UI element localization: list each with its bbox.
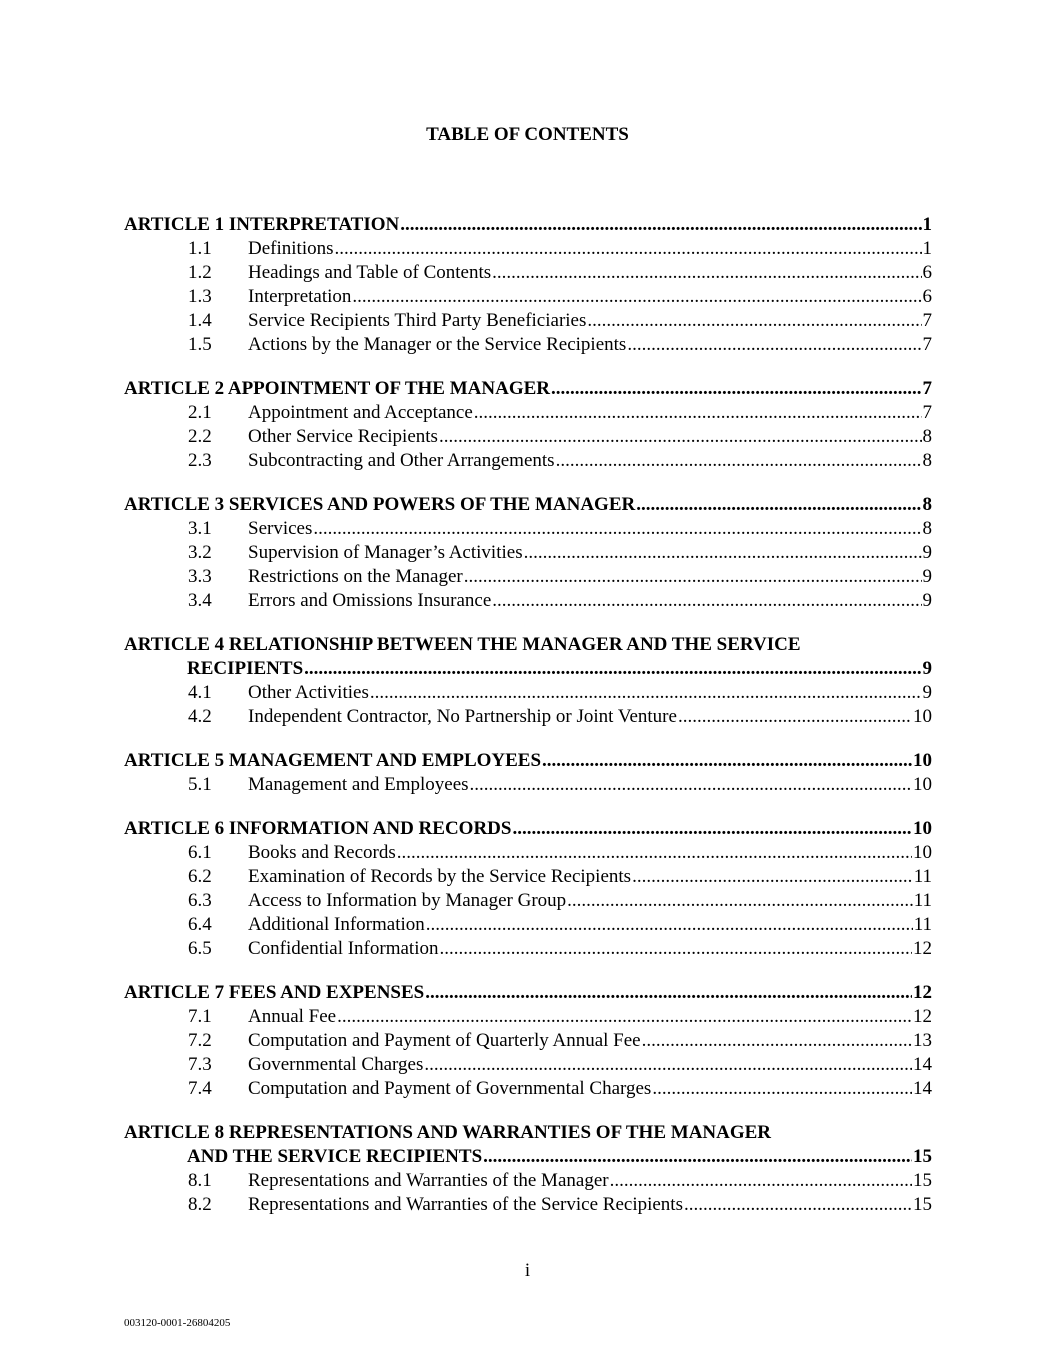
section-number: 6.1 [188, 842, 212, 863]
section-title: Management and Employees [248, 774, 469, 795]
section-page-number: 6 [922, 262, 932, 283]
toc-article [124, 377, 932, 473]
dot-leader [492, 261, 921, 285]
section-page-number: 10 [913, 706, 932, 727]
section-title: Services [248, 518, 313, 539]
toc-article [124, 817, 932, 961]
toc-section-entry[interactable] [124, 1005, 932, 1029]
section-number: 1.1 [188, 238, 212, 259]
toc-section-entry[interactable] [124, 1169, 932, 1193]
section-number: 3.1 [188, 518, 212, 539]
section-title: Representations and Warranties of the Service Recipients [248, 1194, 683, 1215]
toc-article-heading[interactable] [124, 981, 932, 1005]
toc-section-entry[interactable] [124, 285, 932, 309]
toc-article-heading[interactable] [124, 817, 932, 841]
toc-section-entry[interactable] [124, 773, 932, 797]
section-number: 4.1 [188, 682, 212, 703]
dot-leader [397, 841, 912, 865]
dot-leader [335, 237, 922, 261]
section-number: 8.1 [188, 1170, 212, 1191]
dot-leader [400, 213, 921, 237]
dot-leader [556, 449, 922, 473]
dot-leader [652, 1077, 912, 1101]
dot-leader [337, 1005, 912, 1029]
section-title: Books and Records [248, 842, 396, 863]
section-title: Examination of Records by the Service Recipients [248, 866, 632, 887]
toc-article [124, 633, 932, 729]
dot-leader [426, 913, 913, 937]
section-page-number: 6 [922, 286, 932, 307]
toc-section-entry[interactable] [124, 333, 932, 357]
dot-leader [524, 541, 922, 565]
section-number: 6.4 [188, 914, 212, 935]
article-title: ARTICLE 1 INTERPRETATION [124, 214, 400, 235]
toc-section-entry[interactable] [124, 841, 932, 865]
dot-leader [304, 657, 921, 681]
section-number: 1.2 [188, 262, 212, 283]
section-title: Annual Fee [248, 1006, 337, 1027]
section-page-number: 12 [913, 938, 932, 959]
article-title: ARTICLE 6 INFORMATION AND RECORDS [124, 818, 512, 839]
toc-article [124, 749, 932, 797]
toc-section-entry[interactable] [124, 889, 932, 913]
section-page-number: 14 [913, 1054, 932, 1075]
dot-leader [684, 1193, 912, 1217]
toc-section-entry[interactable] [124, 913, 932, 937]
dot-leader [627, 333, 921, 357]
article-title: ARTICLE 3 SERVICES AND POWERS OF THE MANAGER [124, 494, 636, 515]
dot-leader [470, 773, 912, 797]
toc-article-heading[interactable] [124, 377, 932, 401]
section-page-number: 9 [922, 566, 932, 587]
dot-leader [678, 705, 912, 729]
page-title: TABLE OF CONTENTS [426, 124, 629, 145]
toc-section-entry[interactable] [124, 237, 932, 261]
section-title: Subcontracting and Other Arrangements [248, 450, 555, 471]
dot-leader [642, 1029, 912, 1053]
dot-leader [313, 517, 921, 541]
section-number: 5.1 [188, 774, 212, 795]
section-title: Other Activities [248, 682, 369, 703]
article-title: ARTICLE 8 REPRESENTATIONS AND WARRANTIES OF THE MANAGER [124, 1122, 772, 1143]
page-number: i [524, 1260, 531, 1281]
section-number: 7.4 [188, 1078, 212, 1099]
toc-section-entry[interactable] [124, 681, 932, 705]
article-page-number: 15 [913, 1146, 932, 1167]
section-page-number: 8 [922, 518, 932, 539]
section-page-number: 14 [913, 1078, 932, 1099]
dot-leader [492, 589, 921, 613]
dot-leader [439, 425, 922, 449]
section-page-number: 10 [913, 774, 932, 795]
dot-leader [567, 889, 913, 913]
toc-section-entry[interactable] [124, 401, 932, 425]
section-number: 2.1 [188, 402, 212, 423]
toc-section-entry[interactable] [124, 309, 932, 333]
section-page-number: 11 [913, 914, 932, 935]
dot-leader [425, 981, 912, 1005]
toc-section-entry[interactable] [124, 865, 932, 889]
dot-leader [439, 937, 912, 961]
section-page-number: 15 [913, 1170, 932, 1191]
toc-section-entry[interactable] [124, 589, 932, 613]
dot-leader [610, 1169, 912, 1193]
section-number: 3.3 [188, 566, 212, 587]
toc-article [124, 981, 932, 1101]
toc-article-heading[interactable] [124, 1145, 932, 1169]
toc-section-entry[interactable] [124, 517, 932, 541]
dot-leader [636, 493, 921, 517]
section-number: 1.5 [188, 334, 212, 355]
section-number: 6.5 [188, 938, 212, 959]
toc-article-heading[interactable] [124, 1121, 932, 1145]
article-title: ARTICLE 2 APPOINTMENT OF THE MANAGER [124, 378, 550, 399]
section-title: Access to Information by Manager Group [248, 890, 567, 911]
document-id: 003120-0001-26804205 [124, 1317, 231, 1329]
article-title: AND THE SERVICE RECIPIENTS [187, 1146, 483, 1167]
section-title: Restrictions on the Manager [248, 566, 463, 587]
section-page-number: 12 [913, 1006, 932, 1027]
section-title: Representations and Warranties of the Manager [248, 1170, 609, 1191]
section-number: 6.3 [188, 890, 212, 911]
toc-article-heading[interactable] [124, 657, 932, 681]
toc-section-entry[interactable] [124, 1193, 932, 1217]
section-page-number: 15 [913, 1194, 932, 1215]
section-page-number: 9 [922, 590, 932, 611]
section-title: Headings and Table of Contents [248, 262, 492, 283]
dot-leader [483, 1145, 912, 1169]
toc-article-heading[interactable] [124, 749, 932, 773]
dot-leader [352, 285, 921, 309]
section-number: 8.2 [188, 1194, 212, 1215]
article-page-number: 12 [913, 982, 932, 1003]
article-title: ARTICLE 7 FEES AND EXPENSES [124, 982, 425, 1003]
section-title: Confidential Information [248, 938, 439, 959]
section-number: 3.2 [188, 542, 212, 563]
section-page-number: 8 [922, 450, 932, 471]
dot-leader [370, 681, 922, 705]
section-number: 2.3 [188, 450, 212, 471]
dot-leader [464, 565, 922, 589]
toc-section-entry[interactable] [124, 1053, 932, 1077]
dot-leader [424, 1053, 912, 1077]
article-page-number: 10 [913, 818, 932, 839]
section-page-number: 7 [922, 310, 932, 331]
section-title: Computation and Payment of Quarterly Annual Fee [248, 1030, 641, 1051]
section-title: Supervision of Manager’s Activities [248, 542, 523, 563]
article-page-number: 9 [922, 658, 932, 679]
toc-article-heading[interactable] [124, 213, 932, 237]
dot-leader [512, 817, 912, 841]
article-title: ARTICLE 4 RELATIONSHIP BETWEEN THE MANAGER AND THE SERVICE [124, 634, 801, 655]
section-page-number: 8 [922, 426, 932, 447]
dot-leader [474, 401, 922, 425]
section-number: 1.3 [188, 286, 212, 307]
article-title: ARTICLE 5 MANAGEMENT AND EMPLOYEES [124, 750, 542, 771]
section-page-number: 9 [922, 682, 932, 703]
section-number: 6.2 [188, 866, 212, 887]
article-page-number: 7 [922, 378, 932, 399]
section-number: 7.1 [188, 1006, 212, 1027]
toc-article [124, 493, 932, 613]
toc-section-entry[interactable] [124, 425, 932, 449]
dot-leader [632, 865, 913, 889]
section-page-number: 7 [922, 334, 932, 355]
section-page-number: 11 [913, 890, 932, 911]
section-title: Interpretation [248, 286, 352, 307]
section-title: Computation and Payment of Governmental Charges [248, 1078, 652, 1099]
article-page-number: 1 [922, 214, 932, 235]
article-page-number: 8 [922, 494, 932, 515]
dot-leader [542, 749, 912, 773]
toc-article-heading[interactable] [124, 493, 932, 517]
toc-section-entry[interactable] [124, 705, 932, 729]
section-number: 4.2 [188, 706, 212, 727]
toc-section-entry[interactable] [124, 261, 932, 285]
dot-leader [551, 377, 922, 401]
section-number: 1.4 [188, 310, 212, 331]
section-page-number: 11 [913, 866, 932, 887]
toc-section-entry[interactable] [124, 449, 932, 473]
section-number: 7.2 [188, 1030, 212, 1051]
article-page-number: 10 [913, 750, 932, 771]
section-number: 2.2 [188, 426, 212, 447]
toc-article [124, 1121, 932, 1217]
section-title: Definitions [248, 238, 334, 259]
dot-leader [587, 309, 921, 333]
section-title: Errors and Omissions Insurance [248, 590, 492, 611]
toc-section-entry[interactable] [124, 565, 932, 589]
section-page-number: 1 [922, 238, 932, 259]
toc-section-entry[interactable] [124, 1029, 932, 1053]
section-title: Actions by the Manager or the Service Recipients [248, 334, 627, 355]
section-number: 7.3 [188, 1054, 212, 1075]
section-page-number: 13 [913, 1030, 932, 1051]
article-title: RECIPIENTS [187, 658, 304, 679]
section-page-number: 9 [922, 542, 932, 563]
section-page-number: 10 [913, 842, 932, 863]
toc-article [124, 213, 932, 357]
section-title: Independent Contractor, No Partnership or Joint Venture [248, 706, 677, 727]
toc-section-entry[interactable] [124, 937, 932, 961]
section-title: Appointment and Acceptance [248, 402, 473, 423]
section-title: Governmental Charges [248, 1054, 424, 1075]
section-title: Other Service Recipients [248, 426, 438, 447]
toc-section-entry[interactable] [124, 1077, 932, 1101]
table-of-contents [124, 213, 932, 1237]
toc-article-heading[interactable] [124, 633, 932, 657]
section-page-number: 7 [922, 402, 932, 423]
section-number: 3.4 [188, 590, 212, 611]
toc-section-entry[interactable] [124, 541, 932, 565]
section-title: Additional Information [248, 914, 425, 935]
section-title: Service Recipients Third Party Beneficiaries [248, 310, 587, 331]
